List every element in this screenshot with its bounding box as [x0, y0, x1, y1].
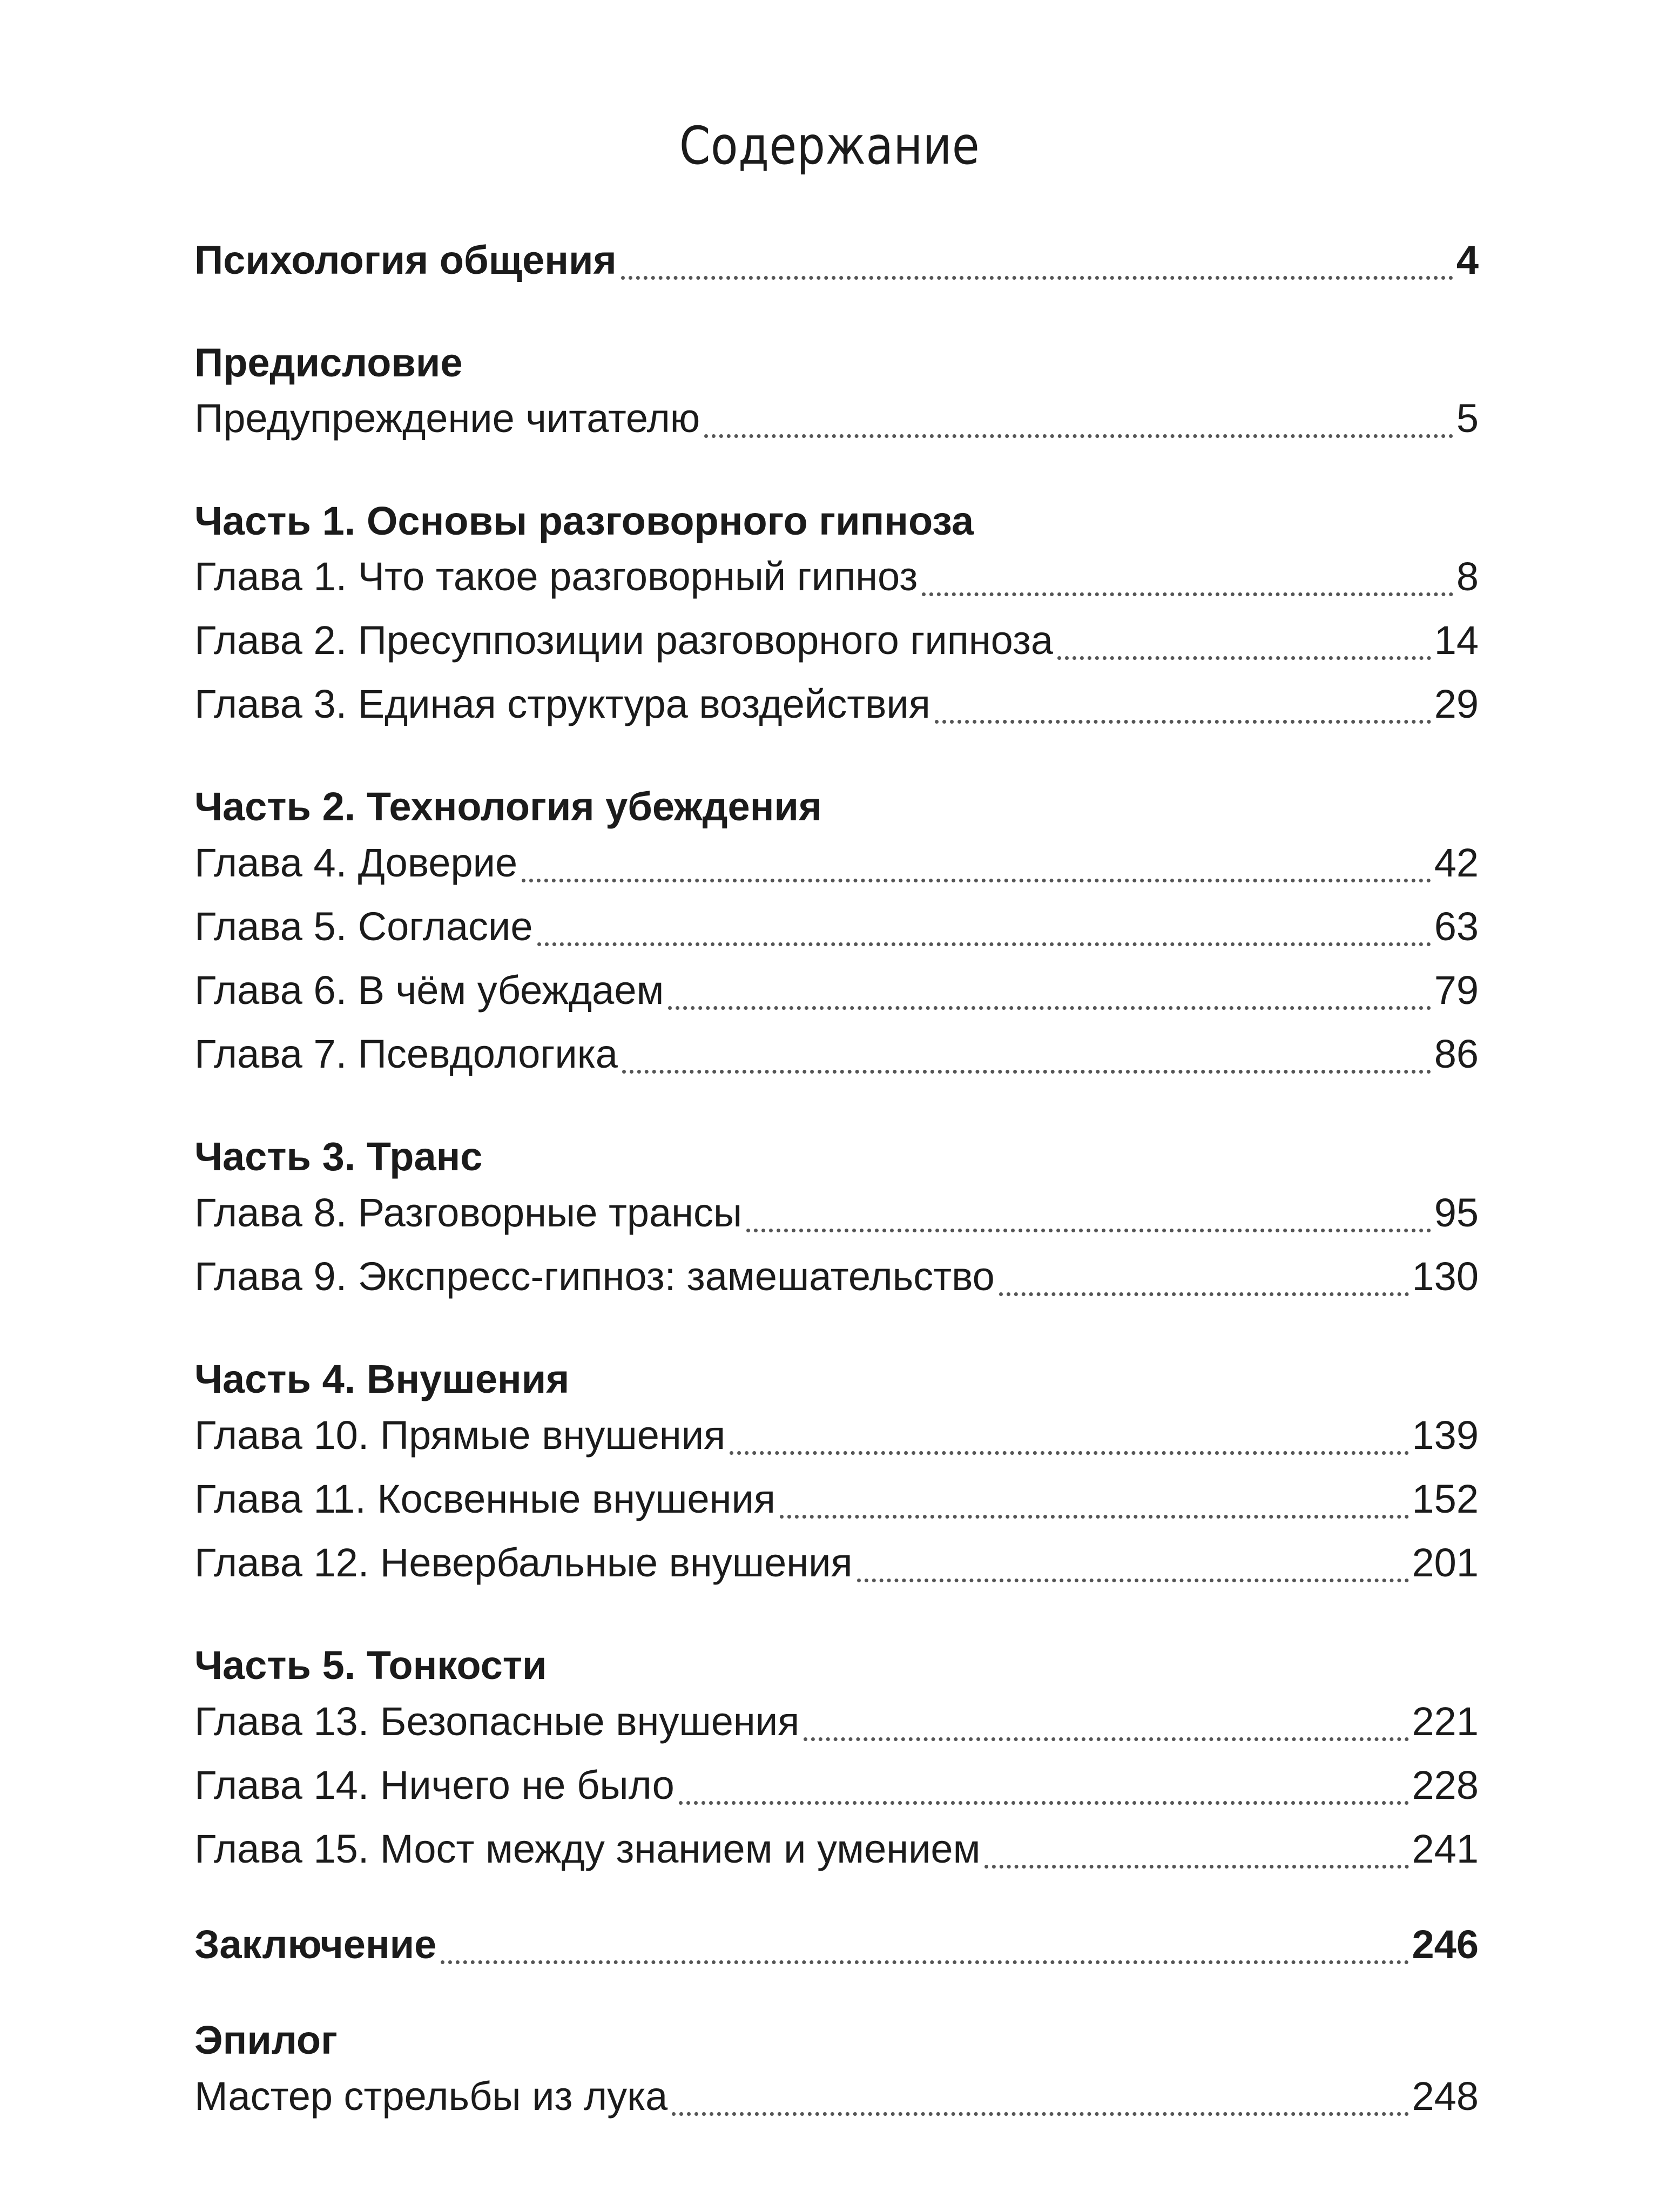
toc-entry-label: Глава 12. Невербальные внушения — [194, 1540, 853, 1585]
toc-entry-page: 248 — [1412, 2074, 1479, 2119]
toc-entry-page: 95 — [1434, 1190, 1479, 1235]
section-heading-part2: Часть 2. Технология убеждения — [194, 784, 822, 829]
dot-leader — [935, 719, 1431, 724]
dot-leader — [522, 878, 1431, 882]
toc-entry-page: 79 — [1434, 968, 1479, 1013]
toc-entry-label: Глава 9. Экспресс-гипноз: замешательство — [194, 1254, 995, 1299]
toc-entry-label: Предупреждение читателю — [194, 396, 700, 441]
toc-entry-page: 152 — [1412, 1476, 1479, 1521]
toc-entry-page: 86 — [1434, 1031, 1479, 1076]
toc-entry-label: Глава 3. Единая структура воздействия — [194, 682, 930, 726]
toc-entry-label: Глава 15. Мост между знанием и умением — [194, 1826, 981, 1871]
toc-entry-page: 4 — [1456, 238, 1479, 282]
dot-leader — [668, 1006, 1431, 1010]
toc-entry-label: Глава 14. Ничего не было — [194, 1763, 675, 1808]
toc-entry-page: 201 — [1412, 1540, 1479, 1585]
dot-leader — [999, 1292, 1409, 1296]
toc-entry-page: 42 — [1434, 840, 1479, 885]
dot-leader — [441, 1960, 1408, 1964]
toc-entry-page: 29 — [1434, 682, 1479, 726]
toc-entry-page: 241 — [1412, 1826, 1479, 1871]
toc-entry-label: Глава 2. Пресуппозиции разговорного гипноза — [194, 618, 1054, 663]
table-of-contents — [194, 0, 1479, 2212]
toc-entry-chapter-3[interactable] — [194, 672, 1479, 736]
toc-entry-label: Глава 11. Косвенные внушения — [194, 1476, 775, 1521]
dot-leader — [984, 1864, 1408, 1869]
toc-entry-page: 228 — [1412, 1763, 1479, 1808]
toc-entry-chapter-6[interactable] — [194, 958, 1479, 1022]
dot-leader — [704, 434, 1453, 438]
section-heading-part4: Часть 4. Внушения — [194, 1357, 570, 1401]
toc-entry-label: Глава 13. Безопасные внушения — [194, 1699, 800, 1744]
toc-entry-preface[interactable] — [194, 386, 1479, 450]
toc-entry-label: Глава 5. Согласие — [194, 904, 533, 949]
toc-entry-label: Глава 10. Прямые внушения — [194, 1413, 726, 1458]
section-heading-part5: Часть 5. Тонкости — [194, 1643, 547, 1688]
dot-leader — [804, 1737, 1408, 1741]
dot-leader — [679, 1800, 1409, 1805]
toc-entry-chapter-1[interactable] — [194, 544, 1479, 608]
toc-entry-label: Глава 7. Псевдологика — [194, 1031, 618, 1076]
toc-entry-chapter-7[interactable] — [194, 1022, 1479, 1085]
toc-entry-chapter-14[interactable] — [194, 1753, 1479, 1817]
toc-entry-label: Глава 4. Доверие — [194, 840, 518, 885]
toc-entry-conclusion[interactable] — [194, 1912, 1479, 1976]
toc-entry-label: Глава 8. Разговорные трансы — [194, 1190, 743, 1235]
section-heading-preface: Предисловие — [194, 340, 463, 385]
toc-entry-chapter-8[interactable] — [194, 1181, 1479, 1244]
toc-entry-epilogue[interactable] — [194, 2064, 1479, 2128]
dot-leader — [1057, 656, 1431, 660]
toc-entry-label: Глава 6. В чём убеждаем — [194, 968, 664, 1013]
section-heading-part3: Часть 3. Транс — [194, 1134, 483, 1179]
dot-leader — [622, 1069, 1431, 1074]
dot-leader — [537, 942, 1431, 946]
toc-entry-page: 8 — [1456, 554, 1479, 599]
toc-entry-chapter-2[interactable] — [194, 608, 1479, 672]
toc-entry-page: 14 — [1434, 618, 1479, 663]
section-heading-part1: Часть 1. Основы разговорного гипноза — [194, 498, 974, 543]
toc-entry-chapter-15[interactable] — [194, 1817, 1479, 1880]
dot-leader — [730, 1451, 1408, 1455]
dot-leader — [746, 1228, 1431, 1232]
toc-entry-label: Психология общения — [194, 238, 617, 282]
page-title: Содержание — [679, 116, 980, 176]
toc-entry-psychology[interactable] — [194, 228, 1479, 292]
toc-entry-chapter-13[interactable] — [194, 1689, 1479, 1753]
toc-entry-chapter-5[interactable] — [194, 894, 1479, 958]
toc-entry-page: 221 — [1412, 1699, 1479, 1744]
dot-leader — [780, 1514, 1409, 1519]
dot-leader — [922, 592, 1453, 596]
toc-entry-page: 139 — [1412, 1413, 1479, 1458]
toc-entry-chapter-10[interactable] — [194, 1403, 1479, 1467]
toc-entry-label: Мастер стрельбы из лука — [194, 2074, 668, 2119]
toc-entry-chapter-9[interactable] — [194, 1244, 1479, 1308]
toc-entry-chapter-12[interactable] — [194, 1530, 1479, 1594]
section-heading-epilogue: Эпилог — [194, 2018, 338, 2062]
dot-leader — [621, 275, 1453, 280]
toc-entry-page: 5 — [1456, 396, 1479, 441]
toc-entry-label: Заключение — [194, 1922, 437, 1967]
dot-leader — [857, 1578, 1409, 1582]
dot-leader — [672, 2112, 1408, 2116]
toc-entry-page: 63 — [1434, 904, 1479, 949]
toc-entry-chapter-4[interactable] — [194, 831, 1479, 894]
toc-entry-label: Глава 1. Что такое разговорный гипноз — [194, 554, 918, 599]
toc-entry-chapter-11[interactable] — [194, 1467, 1479, 1530]
toc-entry-page: 130 — [1412, 1254, 1479, 1299]
toc-entry-page: 246 — [1412, 1922, 1479, 1967]
